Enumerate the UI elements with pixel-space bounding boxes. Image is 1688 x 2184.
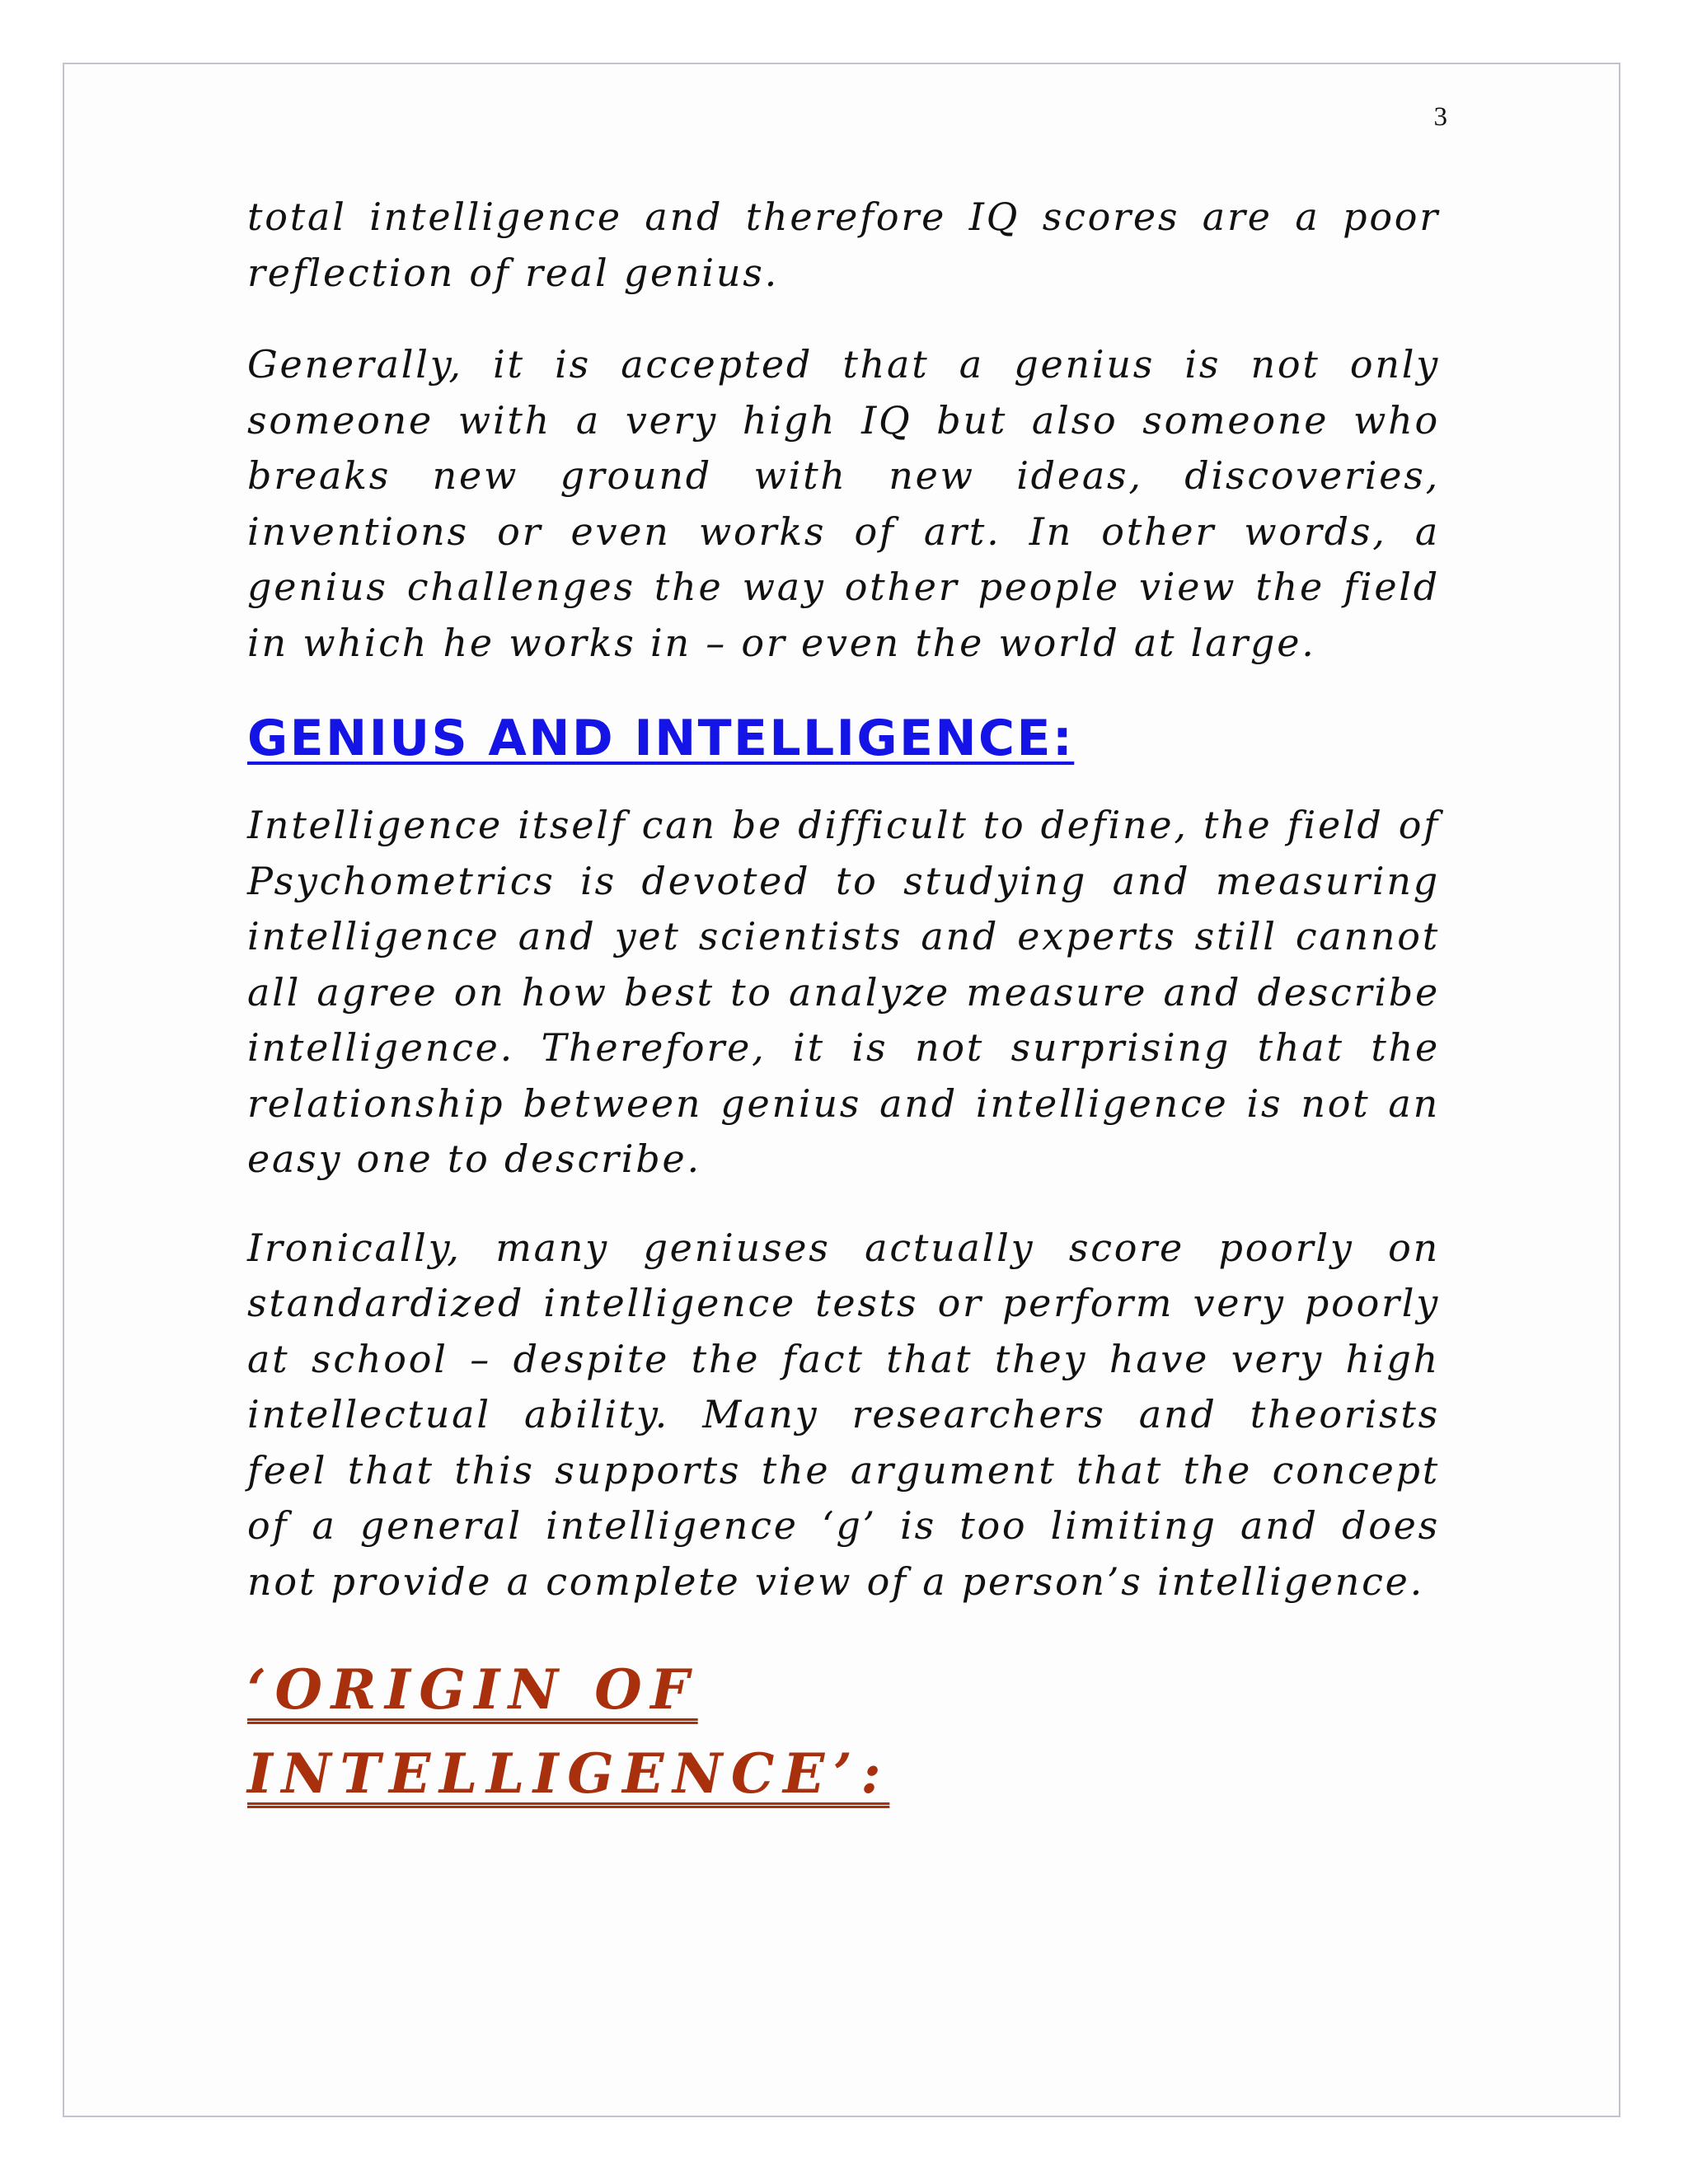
paragraph-intelligence-definition: Intelligence itself can be difficult to define, the field of Psychometrics is devoted to studying and measuring intelligence and yet scientists and experts still cannot all agree on how best to analyze measure and describe intelligence. Therefore, it is not surprising that the relationship between genius and intelligence is not an easy one to describe. <box>247 803 1440 1181</box>
paragraph-iq-scores: total intelligence and therefore IQ scores are a poor reflection of real genius. <box>247 194 1440 295</box>
document-page <box>63 63 1620 2117</box>
paragraph-genius-definition: Generally, it is accepted that a genius is not only someone with a very high IQ but also someone who breaks new ground with new ideas, discoveries, inventions or even works of art. In other words, a genius challenges the way other people view the field in which he works in – or even the world at large. <box>247 342 1440 665</box>
page-content <box>247 190 1440 1816</box>
paragraph-geniuses-score-poorly: Ironically, many geniuses actually score poorly on standardized intelligence tests or perform very poorly at school – despite the fact that they have very high intellectual ability. Many researchers and theorists feel that this supports the argument that the concept of a general intelligence ‘g’ is too limiting and does not provide a complete view of a person’s intelligence. <box>247 1225 1440 1604</box>
heading-genius-and-intelligence: GENIUS AND INTELLIGENCE: <box>247 710 1075 767</box>
page-number: 3 <box>1433 102 1447 132</box>
heading-origin-of-intelligence: ‘ORIGIN OF INTELLIGENCE’: <box>247 1657 890 1806</box>
